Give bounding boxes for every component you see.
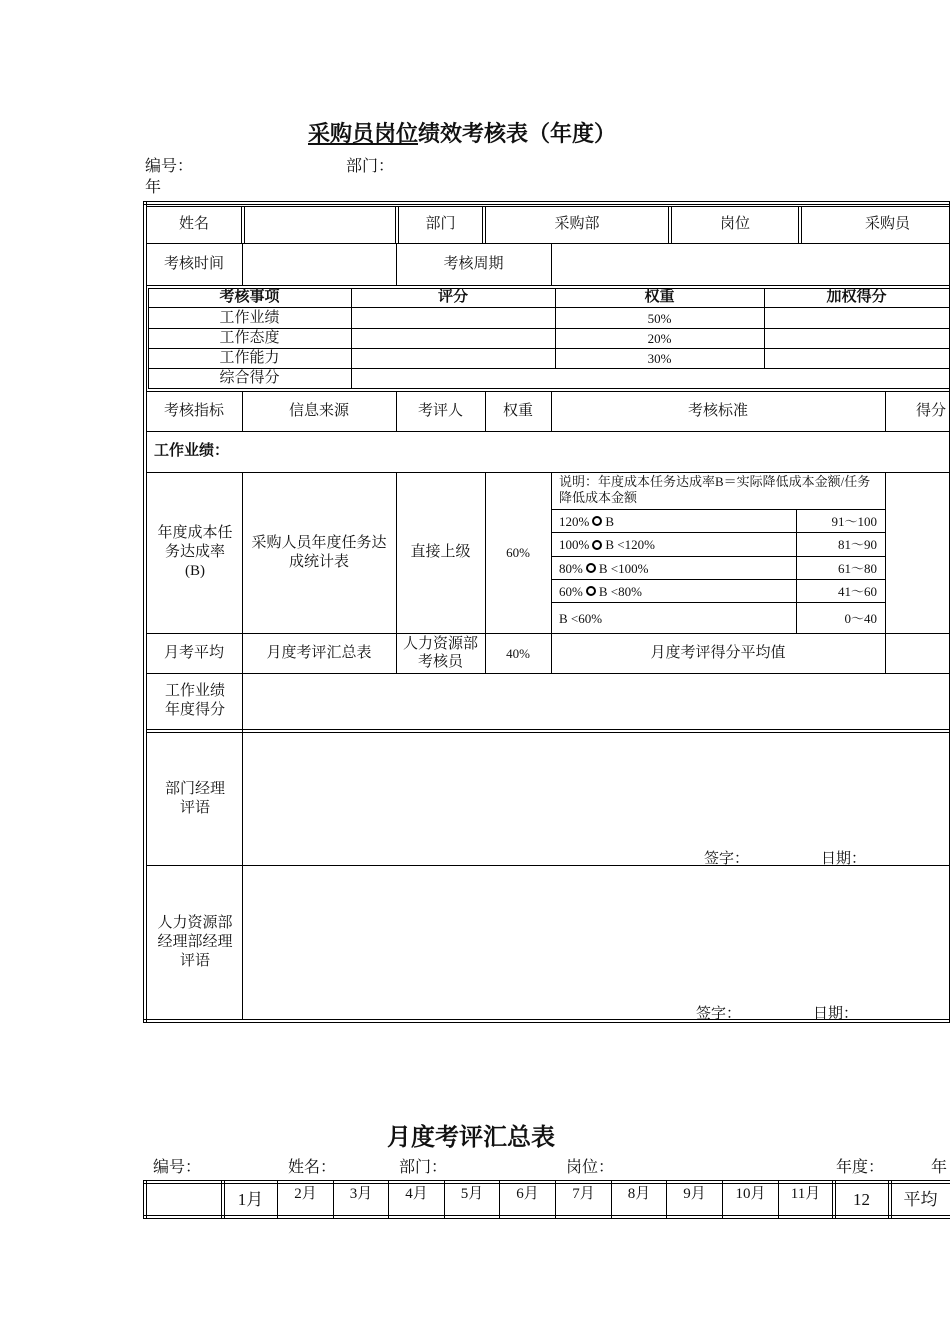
dept-label: 部门： xyxy=(346,158,395,175)
monthly-summary-title: 月度考评汇总表 xyxy=(387,1125,555,1151)
summary-item: 工作能力 xyxy=(219,349,280,366)
cost-rater: 直接上级 xyxy=(410,544,471,560)
name-label: 姓名 xyxy=(178,216,209,232)
monthly-source: 月度考评汇总表 xyxy=(266,644,372,661)
monthly-rater: 人力资源部考核员 xyxy=(402,636,478,670)
level-score: 91～100 xyxy=(831,513,877,529)
summary-weight: 30% xyxy=(647,350,672,366)
post-label: 岗位 xyxy=(719,216,750,232)
month-header: 3月 xyxy=(349,1185,373,1202)
level-condition: 100% B <120% xyxy=(559,537,655,552)
summary-item: 工作态度 xyxy=(219,329,280,346)
weight-header: 权重 xyxy=(502,402,533,419)
monthly-indicator: 月考平均 xyxy=(163,644,224,661)
level-condition: 60% B <80% xyxy=(559,583,642,599)
dept-manager-sign-label: 签字： xyxy=(704,851,750,867)
summary-item: 工作业绩 xyxy=(219,309,280,326)
summary-header-weight: 权重 xyxy=(644,289,675,305)
f2-number-label: 编号： xyxy=(153,1159,202,1176)
hr-manager-date-label: 日期： xyxy=(813,1006,859,1022)
dept-field-label: 部门 xyxy=(425,216,456,232)
dept-manager-date-label: 日期： xyxy=(821,851,867,867)
summary-header-score: 评分 xyxy=(437,289,468,305)
assess-period-label: 考核周期 xyxy=(443,255,504,272)
form-title xyxy=(308,117,616,148)
hr-manager-sign-label: 签字： xyxy=(696,1006,742,1022)
summary-weight: 20% xyxy=(647,330,672,346)
annual-score-label: 工作业绩年度得分 xyxy=(164,683,225,718)
month-header: 12 xyxy=(853,1190,870,1209)
f2-post-label: 岗位： xyxy=(566,1159,615,1176)
f2-name-label: 姓名： xyxy=(288,1159,337,1176)
level-condition: 80% B <100% xyxy=(559,560,649,576)
cost-source: 采购人员年度任务达成统计表 xyxy=(251,534,387,570)
monthly-weight: 40% xyxy=(506,645,530,661)
level-condition: 120% B xyxy=(559,513,615,529)
post-value: 采购员 xyxy=(864,216,910,232)
ring-icon xyxy=(592,540,602,550)
dept-manager-comment-label: 部门经理评语 xyxy=(164,780,225,816)
f2-year-label: 年度： xyxy=(836,1159,885,1176)
section-label: 工作业绩： xyxy=(154,443,230,459)
month-header: 9月 xyxy=(683,1185,706,1202)
cost-weight: 60% xyxy=(506,545,530,560)
name-field[interactable] xyxy=(245,206,395,243)
assess-time-label: 考核时间 xyxy=(163,255,224,272)
hr-manager-comment-label: 人力资源部经理部经理评语 xyxy=(157,914,233,969)
month-header: 1月 xyxy=(237,1190,264,1209)
f2-year-unit: 年 xyxy=(931,1159,948,1176)
ring-icon xyxy=(586,586,596,596)
form-title-rest: 绩效考核表（年度） xyxy=(418,121,617,146)
cost-note: 说明：年度成本任务达成率B＝实际降低成本金额/任务降低成本金额 xyxy=(559,474,871,505)
summary-header-item: 考核事项 xyxy=(219,289,280,305)
month-header: 4月 xyxy=(405,1185,428,1202)
month-header: 10月 xyxy=(735,1185,766,1202)
average-header: 平均 xyxy=(903,1190,938,1209)
standard-header: 考核标准 xyxy=(687,402,748,419)
summary-total-label: 综合得分 xyxy=(219,369,280,386)
hr-manager-comment-field[interactable] xyxy=(242,865,949,1019)
number-label: 编号： xyxy=(145,158,194,175)
month-header: 7月 xyxy=(572,1185,595,1202)
level-score: 81～90 xyxy=(837,537,877,552)
annual-score-field[interactable] xyxy=(242,673,949,729)
score-header: 得分 xyxy=(915,402,946,419)
summary-weight: 50% xyxy=(647,310,672,326)
form-title-underlined: 采购员岗位 xyxy=(308,121,419,146)
cost-indicator: 年度成本任务达成率(B) xyxy=(157,525,233,579)
month-header: 6月 xyxy=(516,1185,539,1202)
month-header: 11月 xyxy=(790,1185,821,1202)
assess-period-field[interactable] xyxy=(551,243,949,285)
indicator-header: 考核指标 xyxy=(163,402,224,419)
rater-header: 考评人 xyxy=(417,402,463,419)
level-condition: B <60% xyxy=(559,610,603,626)
month-header: 8月 xyxy=(627,1185,651,1202)
dept-value: 采购部 xyxy=(554,216,600,232)
monthly-standard: 月度考评得分平均值 xyxy=(650,644,786,661)
dept-manager-comment-field[interactable] xyxy=(242,732,949,865)
year-label: 年 xyxy=(145,179,162,196)
source-header: 信息来源 xyxy=(288,402,349,419)
assess-time-field[interactable] xyxy=(242,243,396,285)
summary-header-weighted: 加权得分 xyxy=(826,289,887,305)
ring-icon xyxy=(586,563,596,573)
month-header: 5月 xyxy=(460,1185,484,1202)
level-score: 61～80 xyxy=(837,560,877,576)
f2-dept-label: 部门： xyxy=(399,1159,448,1176)
level-score: 0～40 xyxy=(844,610,877,626)
level-score: 41～60 xyxy=(837,583,877,599)
ring-icon xyxy=(592,516,602,526)
month-header: 2月 xyxy=(294,1185,317,1202)
